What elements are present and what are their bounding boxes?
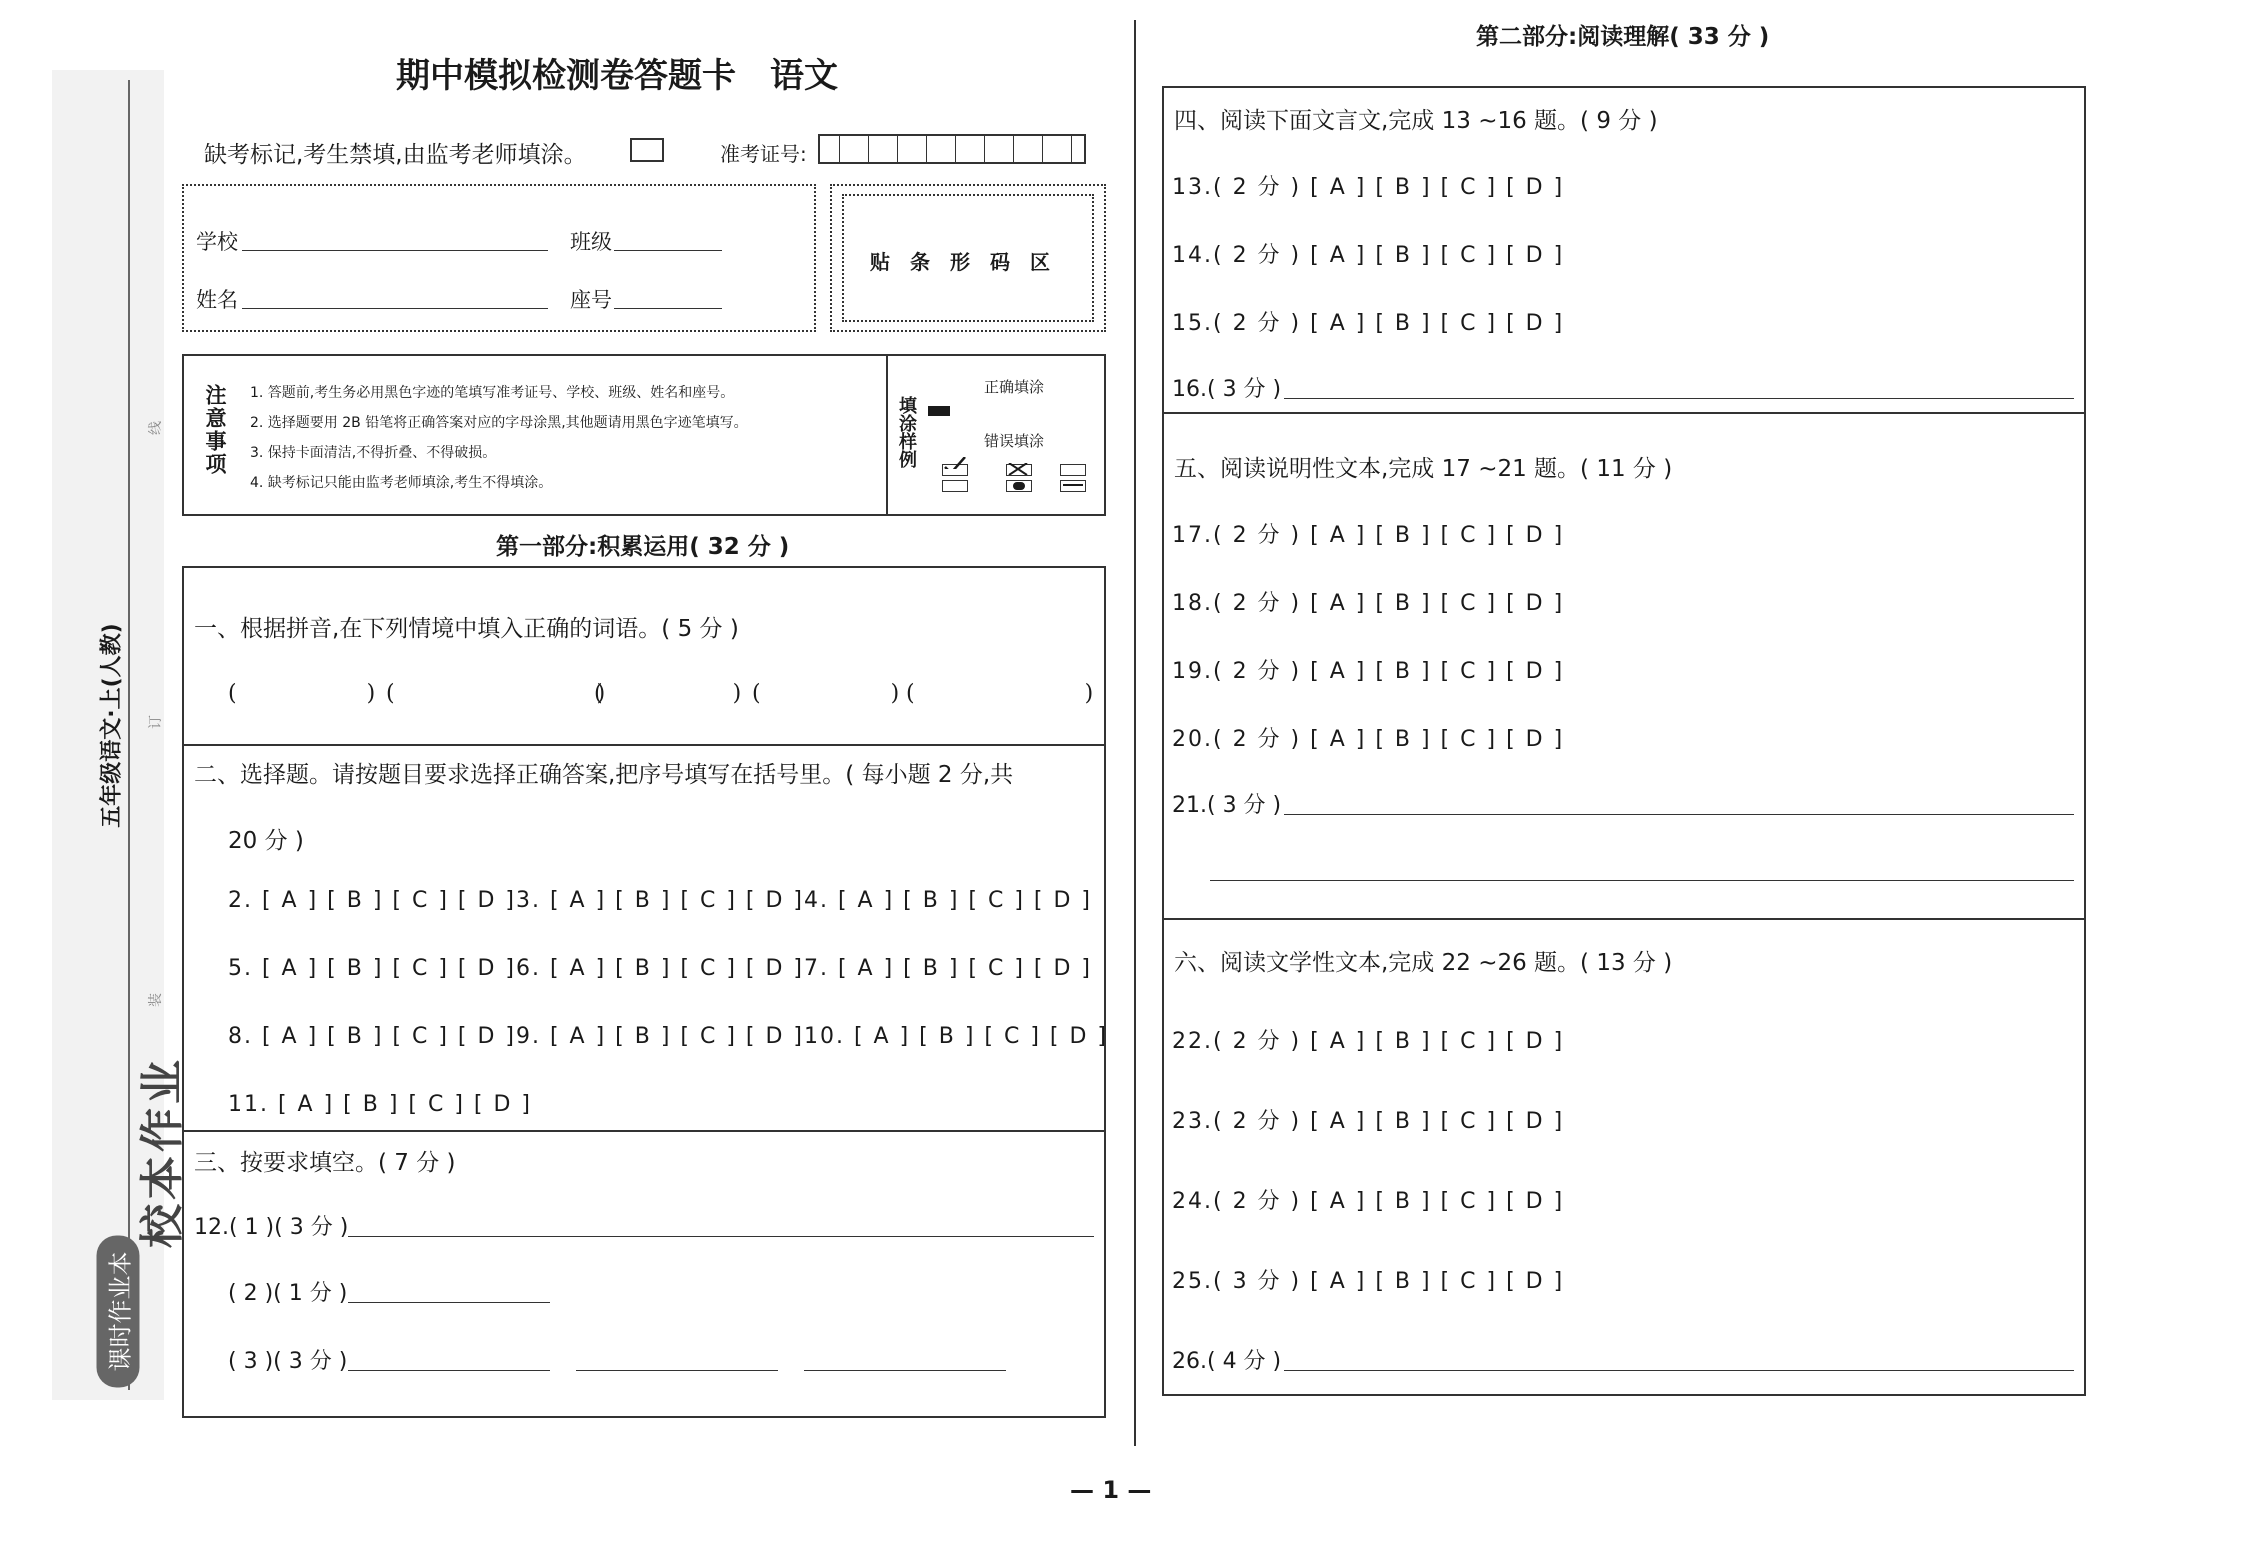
pinyin-blank[interactable]: ( ) [386, 681, 640, 706]
exam-id-cells[interactable] [818, 134, 1086, 164]
center-fold-line [1134, 20, 1136, 1446]
section4-title: 四、阅读下面文言文,完成 13 ~16 题。( 9 分 ) [1174, 108, 1658, 134]
section2-title-cont: 20 分 ) [228, 828, 304, 854]
exam-id-cell[interactable] [820, 136, 840, 164]
section3-title: 三、按要求填空。( 7 分 ) [194, 1150, 456, 1176]
choice-q5[interactable]: 5. [ A ] [ B ] [ C ] [ D ] [228, 956, 517, 981]
seat-field[interactable] [614, 308, 722, 309]
exam-id-cell[interactable] [965, 136, 985, 164]
pinyin-blank[interactable]: ( ) [228, 681, 392, 706]
class-label: 班级 [570, 230, 612, 254]
page-title: 期中模拟检测卷答题卡 语文 [396, 56, 838, 96]
part1-heading: 第一部分:积累运用( 32 分 ) [496, 534, 790, 560]
q12-2-answer[interactable] [348, 1302, 550, 1303]
badge-label: 课时作业本 [97, 1236, 140, 1388]
q26-label: 26.( 4 分 ) [1172, 1349, 1282, 1374]
pinyin-blank[interactable]: ( ) [752, 681, 916, 706]
exam-id-cell[interactable] [849, 136, 869, 164]
q16-answer[interactable] [1284, 398, 2074, 399]
brand-label: 校本作业 [137, 1056, 188, 1248]
school-field[interactable] [242, 250, 548, 251]
absent-checkbox[interactable] [630, 138, 664, 162]
q12-1-answer[interactable] [348, 1236, 1094, 1237]
q12-3-answer[interactable] [804, 1370, 1006, 1371]
wrong-sample-dot [1006, 480, 1032, 492]
choice-q3[interactable]: 3. [ A ] [ B ] [ C ] [ D ] [516, 888, 805, 913]
section-divider [182, 744, 1106, 746]
choice-q8[interactable]: 8. [ A ] [ B ] [ C ] [ D ] [228, 1024, 517, 1049]
notice-divider [886, 356, 888, 514]
choice-q4[interactable]: 4. [ A ] [ B ] [ C ] [ D ] [804, 888, 1093, 913]
subject-label: 五年级语文·上(人教) [99, 623, 125, 828]
choice-q18[interactable]: 18.( 2 分 ) [ A ] [ B ] [ C ] [ D ] [1172, 591, 1565, 616]
choice-q13[interactable]: 13.( 2 分 ) [ A ] [ B ] [ C ] [ D ] [1172, 175, 1565, 200]
exam-id-cell[interactable] [994, 136, 1014, 164]
section1-title: 一、根据拼音,在下列情境中填入正确的词语。( 5 分 ) [194, 616, 739, 642]
pinyin-blank[interactable]: ( ) [906, 681, 1120, 706]
q12-3-label: ( 3 )( 3 分 ) [228, 1349, 348, 1374]
page-number: — 1 — [1070, 1476, 1152, 1504]
notice-item: 2. 选择题要用 2B 铅笔将正确答案对应的字母涂黑,其他题请用黑色字迹笔填写。 [250, 415, 748, 431]
choice-q19[interactable]: 19.( 2 分 ) [ A ] [ B ] [ C ] [ D ] [1172, 659, 1565, 684]
choice-q24[interactable]: 24.( 2 分 ) [ A ] [ B ] [ C ] [ D ] [1172, 1189, 1565, 1214]
choice-q15[interactable]: 15.( 2 分 ) [ A ] [ B ] [ C ] [ D ] [1172, 311, 1565, 336]
exam-id-cell[interactable] [1052, 136, 1072, 164]
absent-note: 缺考标记,考生禁填,由监考老师填涂。 [204, 142, 587, 168]
binding-mark-ding: 订 [148, 715, 164, 729]
school-label: 学校 [196, 230, 238, 254]
q21-label: 21.( 3 分 ) [1172, 793, 1282, 818]
exam-id-cell[interactable] [878, 136, 898, 164]
choice-q25[interactable]: 25.( 3 分 ) [ A ] [ B ] [ C ] [ D ] [1172, 1269, 1565, 1294]
choice-q14[interactable]: 14.( 2 分 ) [ A ] [ B ] [ C ] [ D ] [1172, 243, 1565, 268]
q12-2-label: ( 2 )( 1 分 ) [228, 1281, 348, 1306]
q16-label: 16.( 3 分 ) [1172, 377, 1282, 402]
wrong-sample-check [942, 464, 968, 476]
notice-title: 注意事项 [203, 384, 227, 476]
correct-sample-mark [928, 406, 950, 416]
notice-item: 4. 缺考标记只能由监考老师填涂,考生不得填涂。 [250, 475, 553, 491]
name-label: 姓名 [196, 288, 238, 312]
wrong-sample-empty [1060, 464, 1086, 476]
notice-item: 3. 保持卡面清洁,不得折叠、不得破损。 [250, 445, 497, 461]
name-field[interactable] [242, 308, 548, 309]
correct-label: 正确填涂 [984, 378, 1045, 396]
choice-q2[interactable]: 2. [ A ] [ B ] [ C ] [ D ] [228, 888, 517, 913]
class-field[interactable] [614, 250, 722, 251]
wrong-sample-half [1060, 480, 1086, 492]
choice-q23[interactable]: 23.( 2 分 ) [ A ] [ B ] [ C ] [ D ] [1172, 1109, 1565, 1134]
wrong-label: 错误填涂 [984, 432, 1045, 450]
exam-id-cell[interactable] [1023, 136, 1043, 164]
exam-id-cell[interactable] [936, 136, 956, 164]
choice-q17[interactable]: 17.( 2 分 ) [ A ] [ B ] [ C ] [ D ] [1172, 523, 1565, 548]
section6-title: 六、阅读文学性文本,完成 22 ~26 题。( 13 分 ) [1174, 950, 1673, 976]
q12-3-answer[interactable] [576, 1370, 778, 1371]
pinyin-blank[interactable]: ( ) [594, 681, 758, 706]
barcode-label: 贴 条 形 码 区 [870, 250, 1050, 274]
wrong-sample-cross [1006, 464, 1032, 476]
q12-3-answer[interactable] [348, 1370, 550, 1371]
q21-answer[interactable] [1284, 814, 2074, 815]
sample-title: 填涂样例 [896, 396, 917, 468]
choice-q11[interactable]: 11. [ A ] [ B ] [ C ] [ D ] [228, 1092, 533, 1117]
q12-1-label: 12.( 1 )( 3 分 ) [194, 1215, 349, 1240]
choice-q9[interactable]: 9. [ A ] [ B ] [ C ] [ D ] [516, 1024, 805, 1049]
choice-q6[interactable]: 6. [ A ] [ B ] [ C ] [ D ] [516, 956, 805, 981]
exam-id-cell[interactable] [907, 136, 927, 164]
notice-item: 1. 答题前,考生务必用黑色字迹的笔填写准考证号、学校、班级、姓名和座号。 [250, 385, 735, 401]
choice-q20[interactable]: 20.( 2 分 ) [ A ] [ B ] [ C ] [ D ] [1172, 727, 1565, 752]
binding-mark-line: 线 [148, 421, 164, 435]
student-info-box [182, 184, 816, 332]
binding-mark-zhuang: 装 [148, 993, 164, 1007]
q21-answer-2[interactable] [1210, 880, 2074, 881]
choice-q7[interactable]: 7. [ A ] [ B ] [ C ] [ D ] [804, 956, 1093, 981]
section2-title: 二、选择题。请按题目要求选择正确答案,把序号填写在括号里。( 每小题 2 分,共 [194, 762, 1014, 788]
section-divider [1162, 412, 2086, 414]
section-divider [182, 1130, 1106, 1132]
section5-title: 五、阅读说明性文本,完成 17 ~21 题。( 11 分 ) [1174, 456, 1673, 482]
wrong-sample-check-2 [942, 480, 968, 492]
part2-heading: 第二部分:阅读理解( 33 分 ) [1476, 24, 1770, 50]
choice-q10[interactable]: 10. [ A ] [ B ] [ C ] [ D ] [804, 1024, 1109, 1049]
seat-label: 座号 [570, 288, 612, 312]
section-divider [1162, 918, 2086, 920]
q26-answer[interactable] [1284, 1370, 2074, 1371]
exam-id-label: 准考证号: [720, 142, 807, 166]
choice-q22[interactable]: 22.( 2 分 ) [ A ] [ B ] [ C ] [ D ] [1172, 1029, 1565, 1054]
